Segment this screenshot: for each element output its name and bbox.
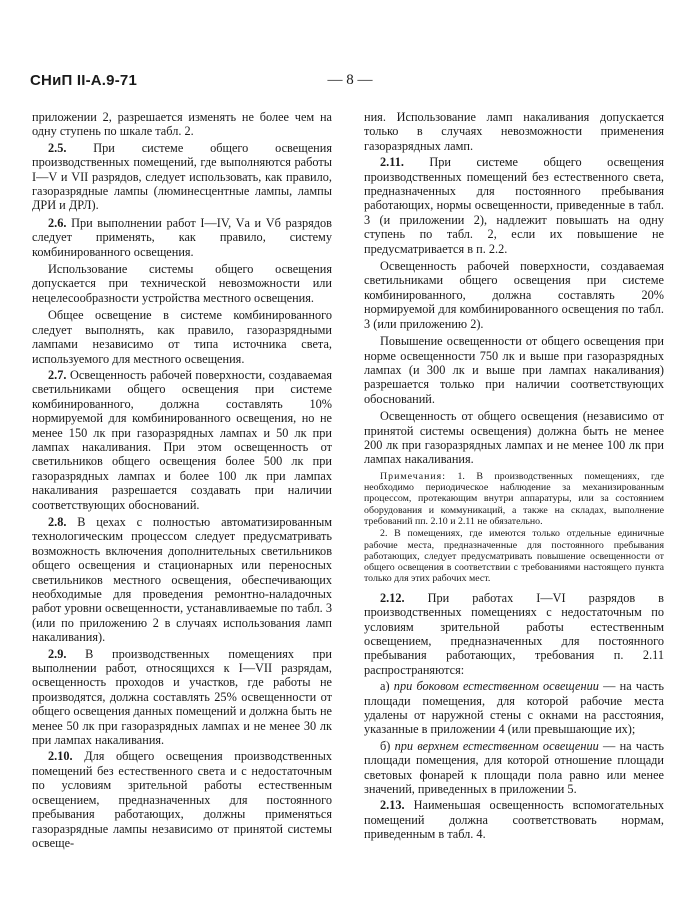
page-header	[30, 72, 670, 92]
clause-number: 2.11.	[380, 155, 404, 170]
clause-2-7	[32, 368, 332, 512]
paragraph	[364, 334, 664, 406]
paragraph-text: Освещенность рабочей поверхности, создаваемая светильниками общего освещения при системе комбинированного, должна составлять 20% нормируемой для комбинированного освещения по табл. 3 (или приложению 2).	[364, 259, 664, 331]
item-emphasis: при боковом естественном освещении	[393, 679, 599, 694]
left-column	[32, 110, 332, 852]
clause-number: 2.9.	[48, 646, 67, 661]
clause-2-11	[364, 155, 664, 256]
clause-2-13	[364, 798, 664, 841]
item-emphasis: при верхнем естественном освещении	[394, 738, 599, 753]
clause-text: При системе общего освещения производственных помещений без естественного света, предназначенных для постоянного пребывания работающих, нормы освещенности, приведенные в табл. 3 (и приложении 2), надлежит повышать на одну ступень по табл. 2, если их повышение не предусматривается в п. 2.2.	[364, 155, 664, 256]
clause-number: 2.6.	[48, 215, 67, 230]
note-2	[364, 528, 664, 584]
paragraph-text: приложении 2, разрешается изменять не более чем на одну ступень по шкале табл. 2.	[32, 110, 332, 139]
clause-text: Освещенность рабочей поверхности, создаваемая светильниками общего освещения при системе комбинированного, должна составлять 10% нормируемой для комбинированного освещения, но не менее 150 лк при газоразрядных лампах и 50 лк при лампах накаливания. При этом освещенность от светильников общего освещения более 500 лк при газоразрядных лампах и более 100 лк при лампах накаливания разрешается создавать при наличии соответствующих обоснований.	[32, 367, 332, 512]
clause-text: В цехах с полностью автоматизированным технологическим процессом следует предусматривать возможность включения дополнительных светильников общего освещения и стационарных или переносных светильников местного освещения, обеспечивающих необходимые для проведения ремонтно-наладочных работ уровни освещенности, устанавливаемые по табл. 3 (или по приложению 2 в случаях использования ламп накаливания).	[32, 514, 332, 645]
paragraph	[32, 308, 332, 366]
clause-number: 2.5.	[48, 140, 67, 155]
item-label: а)	[380, 679, 394, 694]
document-code: СНиП II-А.9-71	[30, 72, 137, 89]
paragraph	[364, 110, 664, 153]
paragraph-text: Общее освещение в системе комбинированного следует выполнять, как правило, газоразрядными лампами независимо от типа источника света, используемого для местного освещения.	[32, 308, 332, 366]
note-text: 2. В помещениях, где имеются только отдельные единичные рабочие места, предназначенные для постоянного пребывания работающих, следует предусматривать повышение освещенности от общего освещения в соответствии с требованиями настоящего пункта только для этих рабочих мест.	[364, 528, 664, 585]
clause-text: В производственных помещениях при выполнении работ, относящихся к I—VII разрядам, освещенность проходов и участков, где работы не производятся, должна составлять 25% освещенности от общего освещения данных помещений и должна быть не менее 50 лк при газоразрядных лампах и не менее 30 лк при лампах накаливания.	[32, 646, 332, 748]
clause-text: Для общего освещения производственных помещений без естественного света и с недостаточным по условиям зрительной работы естественным освещением, предназначенных для постоянного пребывания работающих, должны применяться газоразрядные лампы независимо от принятой системы освеще-	[32, 749, 332, 850]
note-1	[364, 471, 664, 527]
clause-text: При системе общего освещения производственных помещений, где выполняются работы I—V и VII разрядов, следует использовать, как правило, газоразрядные лампы (люминесцентные лампы, лампы ДРИ и ДРЛ).	[32, 140, 332, 213]
paragraph	[364, 259, 664, 331]
clause-number: 2.7.	[48, 367, 67, 382]
clause-text: При выполнении работ I—IV, Vа и Vб разрядов следует применять, как правило, систему комбинированного освещения.	[32, 215, 332, 259]
clause-2-12-b	[364, 739, 664, 797]
item-text: — на часть площади помещения, для которой рабочие места удалены от наружной стены с окнами на расстояния, указанные в приложении 4 (или превышающие их);	[364, 679, 664, 737]
note-text: 1. В производственных помещениях, где необходимо периодическое наблюдение за механизированным процессом, протекающим внутри аппаратуры, или за состоянием оборудования и коммуникаций, а также на складах, выполнение требований пп. 2.10 и 2.11 не обязательно.	[364, 470, 664, 527]
paragraph	[32, 262, 332, 305]
clause-2-8	[32, 515, 332, 645]
paragraph-text: ния. Использование ламп накаливания допускается только в случаях невозможности применения газоразрядных ламп.	[364, 110, 664, 153]
clause-2-5	[32, 141, 332, 213]
clause-2-12-a	[364, 679, 664, 737]
page-number: — 8 —	[327, 72, 373, 88]
notes-label: Примечания:	[380, 470, 446, 482]
clause-2-9	[32, 647, 332, 748]
paragraph-text: Повышение освещенности от общего освещения при норме освещенности 750 лк и выше при газоразрядных лампах (и 300 лк и выше при лампах накаливания) разрешается только при наличии соответствующих обоснований.	[364, 334, 664, 406]
clause-2-6	[32, 216, 332, 259]
item-label: б)	[380, 738, 395, 753]
paragraph-text: Освещенность от общего освещения (независимо от принятой системы освещения) должна быть не менее 200 лк при газоразрядных лампах и не менее 100 лк при лампах накаливания.	[364, 409, 664, 467]
item-text: — на часть площади помещения, для которой отношение площади световых фонарей к площади пола равно или менее значений, приведенных в приложении 5.	[364, 738, 664, 796]
paragraph-text: Использование системы общего освещения допускается при технической невозможности или нецелесообразности устройства местного освещения.	[32, 262, 332, 305]
clause-2-12	[364, 591, 664, 677]
right-column	[364, 110, 664, 844]
clause-number: 2.10.	[48, 749, 73, 764]
clause-2-10	[32, 749, 332, 850]
clause-number: 2.12.	[380, 590, 405, 605]
clause-text: При работах I—VI разрядов в производственных помещениях с недостаточным по условиям зрительной работы естественным освещением, предназначенных для постоянного пребывания работающих, требования п. 2.11 распространяются:	[364, 590, 664, 677]
clause-number: 2.13.	[380, 798, 405, 813]
clause-text: Наименьшая освещенность вспомогательных помещений должна соответствовать нормам, приведенным в табл. 4.	[364, 798, 664, 842]
notes-block	[364, 471, 664, 585]
paragraph	[32, 110, 332, 139]
clause-number: 2.8.	[48, 514, 67, 529]
paragraph	[364, 409, 664, 467]
